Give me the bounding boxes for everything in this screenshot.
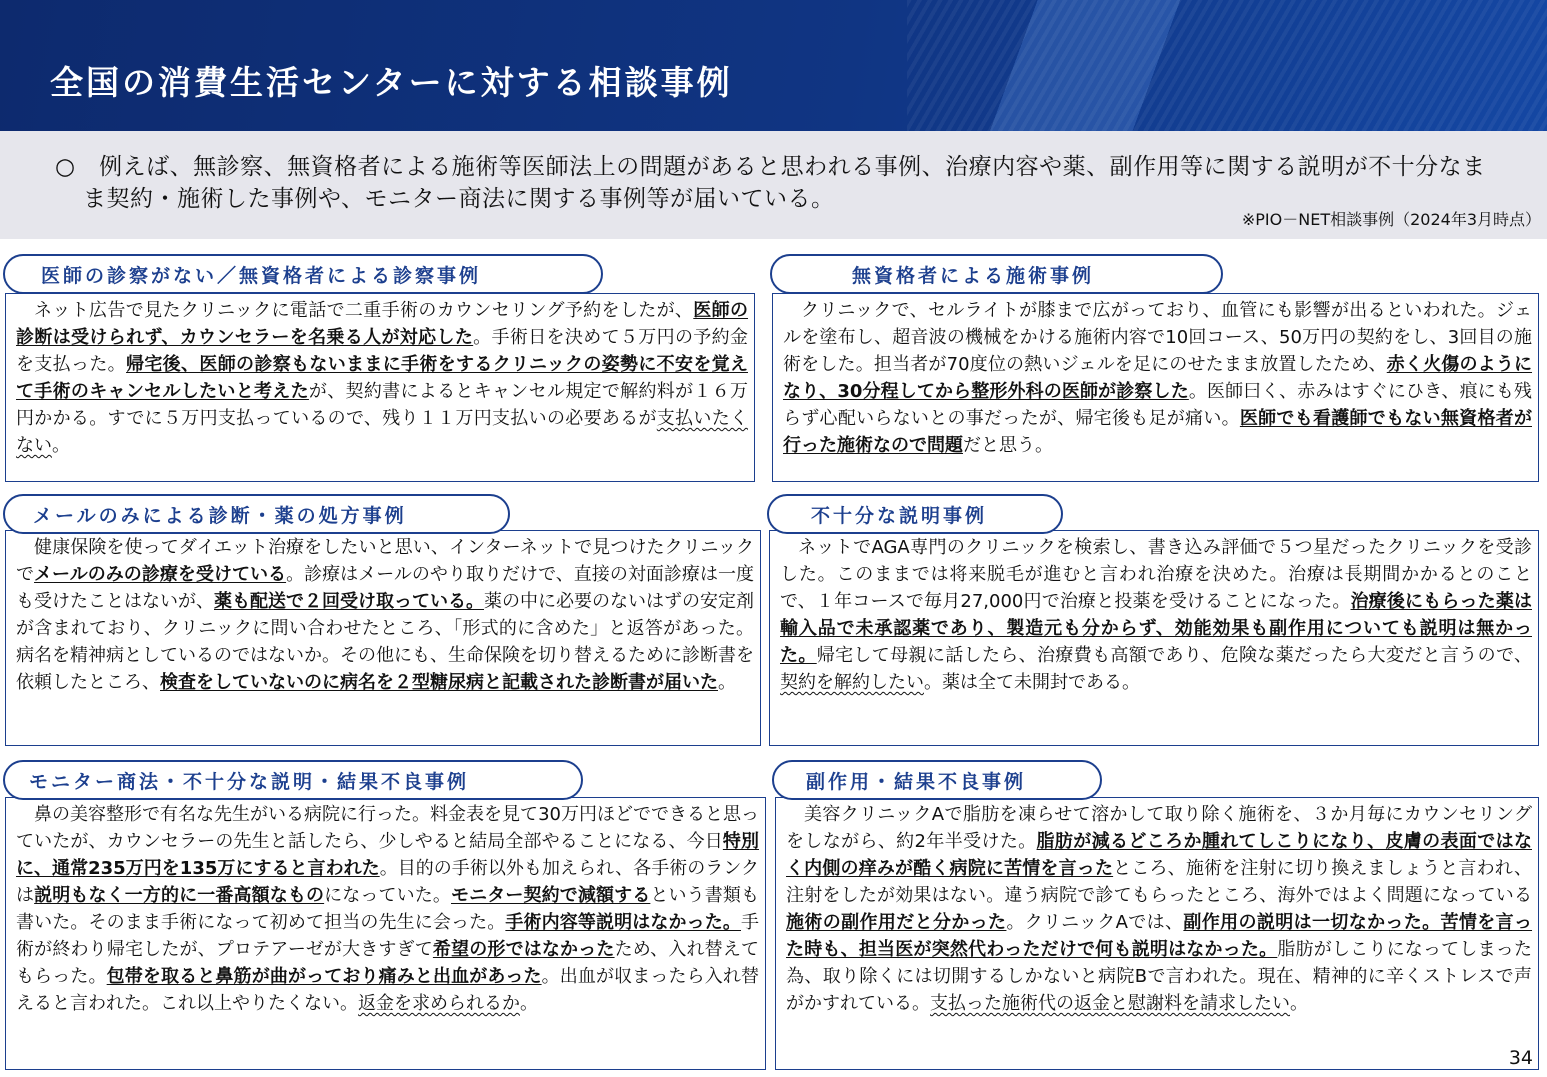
emphasis-text: 包帯を取ると鼻筋が曲がっており痛みと出血があった xyxy=(106,966,542,987)
emphasis-text: 治療後にもらった薬は輸入品で未承認薬であり、製造元も分からず、効能効果も副作用についても説明は無かった。 xyxy=(780,591,1532,666)
body-text: 。 xyxy=(520,993,538,1014)
body-text: 。 xyxy=(718,672,736,693)
page-title: 全国の消費生活センターに対する相談事例 xyxy=(50,63,733,102)
case-body-text xyxy=(16,534,754,696)
case-box-side-effects xyxy=(775,797,1539,1070)
body-text: 。 xyxy=(52,435,70,456)
request-text: 契約を解約したい xyxy=(780,672,924,693)
body-text: ネット広告で見たクリニックに電話で二重手術のカウンセリング予約をしたが、 xyxy=(34,300,694,321)
emphasis-text: 副作用の説明は一切なかった。苦情を言った時も、担当医が突然代わっただけで何も説明はなかった。 xyxy=(786,912,1533,960)
body-text: 。 xyxy=(1290,993,1308,1014)
emphasis-text: 説明もなく一方的に一番高額なもの xyxy=(34,885,325,906)
body-text: 。出血が収まったら入れ替えると言われた。これ以上やりたくない。 xyxy=(16,966,759,1014)
emphasis-text: 手術内容等説明はなかった。 xyxy=(505,912,741,933)
body-text: 。目的の手術以外も加えられ、各手術のランクは xyxy=(16,858,759,906)
body-text: になっていた。 xyxy=(324,885,451,906)
case-box-monitor-scheme xyxy=(5,797,766,1070)
request-text: 支払った施術代の返金と慰謝料を請求したい xyxy=(930,993,1290,1014)
request-text: 支払いたくない xyxy=(16,408,748,456)
body-text: 帰宅して母親に話したら、治療費も高額であり、危険な薬だったら大変だと言うので、 xyxy=(816,645,1532,666)
emphasis-text: モニター契約で減額する xyxy=(451,885,651,906)
emphasis-text: 赤く火傷のようになり、30分程してから整形外科の医師が診察した xyxy=(783,354,1533,402)
case-title-side-effects: 副作用・結果不良事例 xyxy=(772,760,1102,800)
body-text: クリニックで、セルライトが膝まで広がっており、血管にも影響が出るといわれた。ジェルを塗布し、超音波の機械をかける施術内容で10回コース、50万円の契約をし、3回目の施術をした。担当者が70度位の熱いジェルを足にのせたまま放置したため、 xyxy=(783,300,1532,375)
emphasis-text: 脂肪が減るどころか腫れてしこりになり、皮膚の表面ではなく内側の痒みが酷く病院に苦情を言った xyxy=(786,831,1532,879)
body-text: ネットでAGA専門のクリニックを検索し、書き込み評価で５つ星だったクリニックを受診した。このままでは将来脱毛が進むと言われ治療を決めた。治療は長期間かかるとのことで、１年コースで毎月27,000円で治療と投薬を受けることになった。 xyxy=(780,537,1532,612)
emphasis-text: 検査をしていないのに病名を２型糖尿病と記載された診断書が届いた xyxy=(160,672,718,693)
body-text: 美容クリニックAで脂肪を凍らせて溶かして取り除く施術を、３か月毎にカウンセリングをしながら、約2年半受けた。 xyxy=(786,804,1532,852)
emphasis-text: 医師でも看護師でもない無資格者が行った施術なので問題 xyxy=(783,408,1532,456)
intro-text: ○ 例えば、無診察、無資格者による施術等医師法上の問題があると思われる事例、治療内容や薬、副作用等に関する説明が不十分なまま契約・施術した事例や、モニター商法に関する事例等が届いている。 xyxy=(55,154,1486,212)
body-text: ところ、施術を注射に切り換えましょうと言われ、注射をしたが効果はない。違う病院で診てもらったところ、海外ではよく問題になっている xyxy=(786,858,1533,906)
body-text: 。医師曰く、赤みはすぐにひき、痕にも残らず心配いらないとの事だったが、帰宅後も足が痛い。 xyxy=(783,381,1533,429)
body-text: 。手術日を決めて５万円の予約金を支払った。 xyxy=(16,327,748,375)
case-body-text xyxy=(783,297,1532,459)
header-stripes xyxy=(907,0,1547,131)
source-note: ※PIO－NET相談事例（2024年3月時点） xyxy=(1241,210,1541,229)
emphasis-text: 施術の副作用だと分かった xyxy=(786,912,1007,933)
request-text: 返金を求められるか xyxy=(358,993,520,1014)
case-box-email-diagnosis xyxy=(5,530,761,746)
emphasis-text: 帰宅後、医師の診察もないままに手術をするクリニックの姿勢に不安を覚えて手術のキャンセルしたいと考えた xyxy=(16,354,748,402)
body-text: 。診療はメールのやり取りだけで、直接の対面診療は一度も受けたことはないが、 xyxy=(16,564,755,612)
case-title-email-diagnosis: メールのみによる診断・薬の処方事例 xyxy=(3,494,510,534)
case-box-no-doctor xyxy=(5,293,755,482)
body-text: 薬の中に必要のないはずの安定剤が含まれており、クリニックに問い合わせたところ、「形式的に含めた」と返答があった。病名を精神病としているのではないか。その他にも、生命保険を切り替えるために診断書を依頼したところ、 xyxy=(16,591,754,693)
case-title-monitor-scheme: モニター商法・不十分な説明・結果不良事例 xyxy=(3,760,583,800)
body-text: 手術が終わり帰宅したが、プロテアーゼが大きすぎて xyxy=(16,912,759,960)
emphasis-text: 薬も配送で２回受け取っている。 xyxy=(214,591,484,612)
header-banner xyxy=(0,0,1547,131)
body-text: だと思う。 xyxy=(963,435,1053,456)
body-text: 。クリニックAでは、 xyxy=(1006,912,1184,933)
body-text: ため、入れ替えてもらった。 xyxy=(16,939,759,987)
intro-panel xyxy=(0,131,1547,239)
case-body-text xyxy=(780,534,1532,696)
case-title-unlicensed-treatment: 無資格者による施術事例 xyxy=(770,254,1223,294)
case-body-text xyxy=(786,801,1532,1017)
body-text: という書類も書いた。そのまま手術になって初めて担当の先生に会った。 xyxy=(16,885,759,933)
emphasis-text: 医師の診断は受けられず、カウンセラーを名乗る人が対応した xyxy=(16,300,749,348)
emphasis-text: 希望の形ではなかった xyxy=(432,939,615,960)
body-text: 。薬は全て未開封である。 xyxy=(924,672,1140,693)
emphasis-text: メールのみの診療を受けている xyxy=(34,564,287,585)
emphasis-text: 特別に、通常235万円を135万にすると言われた xyxy=(16,831,759,879)
case-box-insufficient-explanation xyxy=(769,530,1539,746)
case-body-text xyxy=(16,801,759,1017)
case-title-insufficient-explanation: 不十分な説明事例 xyxy=(767,494,1063,534)
body-text: が、契約書によるとキャンセル規定で解約料が１６万円かかる。すでに５万円支払っているので、残り１１万円支払いの必要あるが xyxy=(16,381,748,429)
body-text: 脂肪がしこりになってしまった為、取り除くには切開するしかないと病院Bで言われた。現在、精神的に辛くストレスで声がかすれている。 xyxy=(786,939,1532,1014)
case-box-unlicensed-treatment xyxy=(772,293,1539,482)
body-text: 健康保険を使ってダイエット治療をしたいと思い、インターネットで見つけたクリニックで xyxy=(16,537,754,585)
page-number: 34 xyxy=(1508,1047,1533,1069)
body-text: 鼻の美容整形で有名な先生がいる病院に行った。料金表を見て30万円ほどでできると思っていたが、カウンセラーの先生と話したら、少しやると結局全部やることになる、今日 xyxy=(16,804,759,852)
case-body-text xyxy=(16,297,748,459)
case-title-no-doctor: 医師の診察がない／無資格者による診察事例 xyxy=(3,254,603,294)
